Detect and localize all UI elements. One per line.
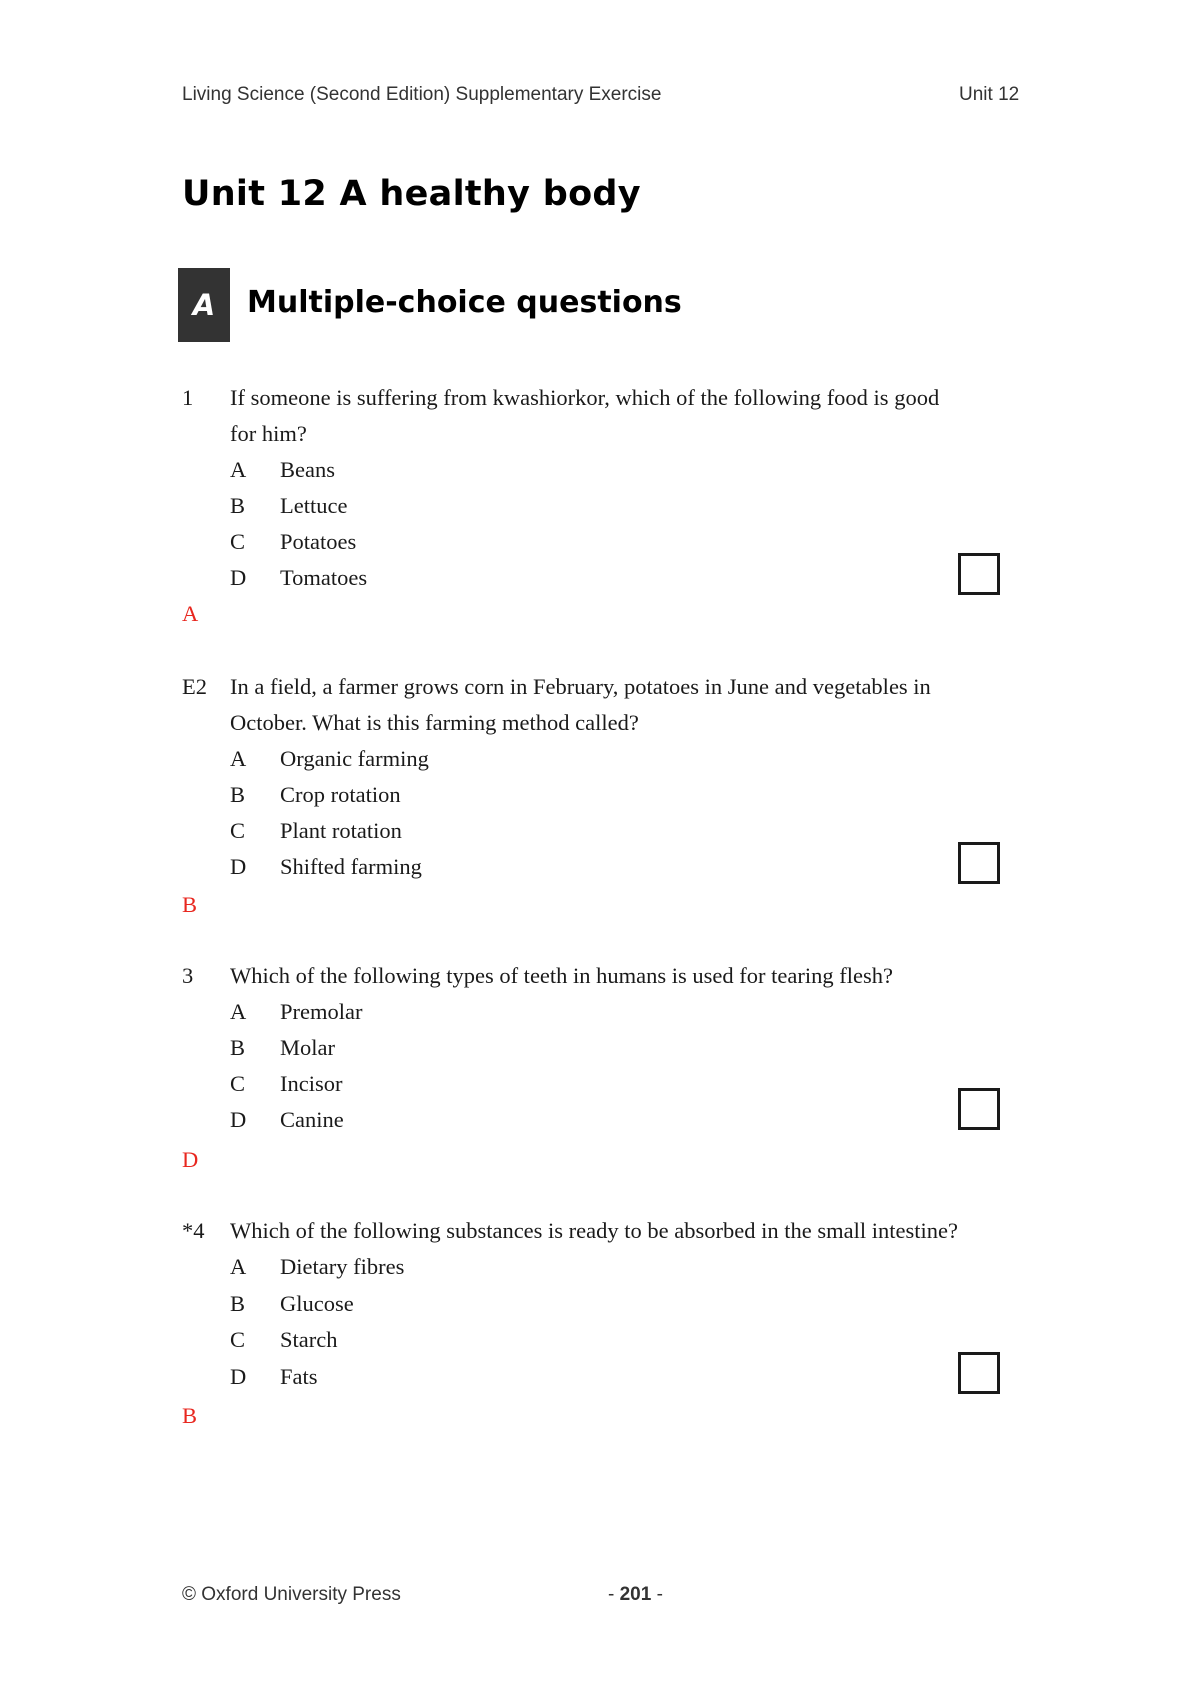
question-text-line: In a field, a farmer grows corn in February, potatoes in June and vegetables in [230,674,931,699]
option-text: Canine [280,1107,344,1132]
footer-page-number [608,1584,663,1606]
option-letter: D [230,1364,247,1389]
question-text-line: Which of the following types of teeth in humans is used for tearing flesh? [230,963,893,988]
option-text: Premolar [280,999,363,1024]
option-text: Plant rotation [280,818,402,843]
question-number: 3 [182,963,194,988]
answer-key: B [182,892,198,917]
answer-key: B [182,1403,198,1428]
option-letter: A [230,746,247,771]
option-text: Crop rotation [280,782,401,807]
option-letter: D [230,1107,247,1132]
section-letter-badge: A [178,268,230,342]
option-text: Dietary fibres [280,1254,405,1279]
unit-title: Unit 12 A healthy body [182,174,641,214]
question-text-line: If someone is suffering from kwashiorkor, which of the following food is good [230,385,940,410]
section-title: Multiple-choice questions [247,285,682,320]
option-letter: D [230,565,247,590]
running-header-unit: Unit 12 [959,84,1020,105]
option-letter: A [230,999,247,1024]
question-number: 1 [182,385,194,410]
answer-box[interactable] [958,842,1000,884]
option-text: Shifted farming [280,854,422,879]
question-number: *4 [182,1218,205,1243]
answer-box[interactable] [958,553,1000,595]
option-letter: B [230,782,246,807]
option-text: Tomatoes [280,565,368,590]
page-number: 201 [619,1584,652,1605]
answer-box[interactable] [958,1088,1000,1130]
option-text: Starch [280,1327,338,1352]
page-number-prefix: - [608,1584,620,1605]
option-text: Incisor [280,1071,343,1096]
option-text: Lettuce [280,493,348,518]
answer-key: A [182,601,199,626]
option-letter: C [230,1327,246,1352]
option-text: Molar [280,1035,335,1060]
question-text-line: October. What is this farming method called? [230,710,639,735]
option-text: Potatoes [280,529,357,554]
option-text: Organic farming [280,746,429,771]
question-text-line: for him? [230,421,307,446]
option-letter: B [230,1035,246,1060]
answer-key: D [182,1147,199,1172]
option-letter: C [230,818,246,843]
running-header-title: Living Science (Second Edition) Supplementary Exercise [182,84,662,105]
option-letter: A [230,1254,247,1279]
question-text-line: Which of the following substances is ready to be absorbed in the small intestine? [230,1218,958,1243]
answer-box[interactable] [958,1352,1000,1394]
footer-publisher: © Oxford University Press [182,1584,401,1605]
option-letter: A [230,457,247,482]
option-text: Fats [280,1364,318,1389]
option-text: Beans [280,457,335,482]
page-number-suffix: - [651,1584,663,1605]
option-letter: D [230,854,247,879]
option-letter: B [230,1291,246,1316]
option-text: Glucose [280,1291,354,1316]
question-number: E2 [182,674,207,699]
option-letter: C [230,1071,246,1096]
option-letter: C [230,529,246,554]
option-letter: B [230,493,246,518]
